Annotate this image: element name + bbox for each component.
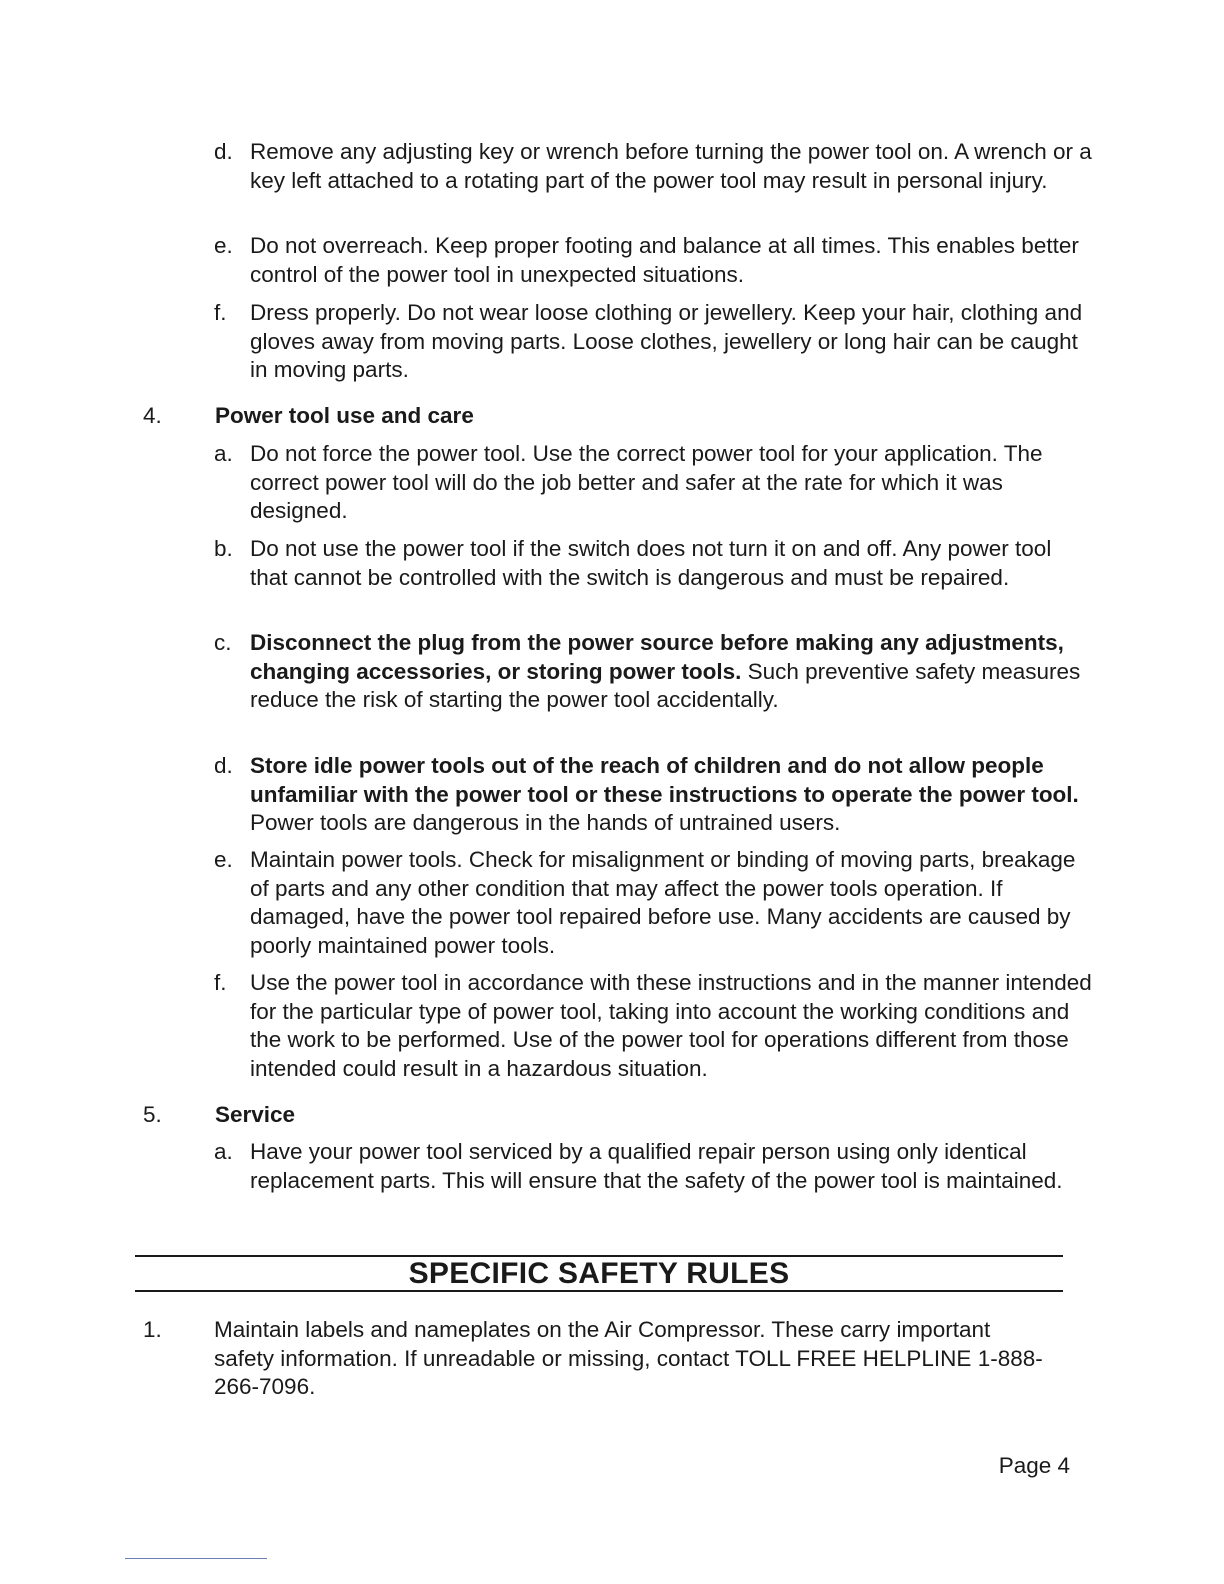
divider <box>135 1290 1063 1292</box>
section-banner: SPECIFIC SAFETY RULES <box>408 1257 790 1290</box>
list-item <box>214 232 1094 289</box>
rule-text: Maintain labels and nameplates on the Air Compressor. These carry important safety information. If unreadable or missing, contact TOLL FREE HELPLINE 1-888-266-7096. <box>214 1317 1043 1399</box>
item-label: c. <box>214 630 232 655</box>
item-text: Do not use the power tool if the switch does not turn it on and off. Any power tool that cannot be controlled with the switch is dangerous and must be repaired. <box>250 536 1052 590</box>
footer-divider <box>125 1558 267 1559</box>
list-item <box>214 629 1094 715</box>
item-label: a. <box>214 1139 233 1164</box>
section-number: 4. <box>143 403 162 428</box>
item-text <box>250 629 1094 715</box>
item-bold-text: Disconnect the plug from the power source before making any adjustments, changing accessories, or storing power tools. <box>250 630 1064 684</box>
item-label: e. <box>214 233 233 258</box>
item-label: e. <box>214 847 233 872</box>
list-item <box>214 969 1094 1083</box>
item-text <box>250 752 1094 838</box>
item-text: Remove any adjusting key or wrench before turning the power tool on. A wrench or a key left attached to a rotating part of the power tool may result in personal injury. <box>250 139 1092 193</box>
list-item <box>214 440 1094 526</box>
item-text: Do not force the power tool. Use the correct power tool for your application. The correct power tool will do the job better and safer at the rate for which it was designed. <box>250 441 1043 523</box>
item-label: f. <box>214 970 227 995</box>
item-plain-text: Power tools are dangerous in the hands of untrained users. <box>250 810 841 835</box>
list-item <box>214 752 1094 838</box>
list-item <box>214 1138 1094 1195</box>
item-text: Dress properly. Do not wear loose clothing or jewellery. Keep your hair, clothing and gloves away from moving parts. Loose clothes, jewellery or long hair can be caught in moving parts. <box>250 300 1083 382</box>
section-title: Power tool use and care <box>215 403 474 428</box>
rule-number: 1. <box>143 1317 162 1342</box>
list-item <box>214 299 1094 385</box>
item-plain-text: Such preventive safety measures reduce the risk of starting the power tool accidentally. <box>250 658 1081 712</box>
item-bold-text: Store idle power tools out of the reach of children and do not allow people unfamiliar with the power tool or these instructions to operate the power tool. <box>250 753 1079 807</box>
list-item <box>214 535 1094 592</box>
item-text: Maintain power tools. Check for misalignment or binding of moving parts, breakage of parts and any other condition that may affect the power tools operation. If damaged, have the power tool repaired before use. Many accidents are caused by poorly maintained power tools. <box>250 847 1076 958</box>
item-label: d. <box>214 139 233 164</box>
item-text: Have your power tool serviced by a qualified repair person using only identical replacement parts. This will ensure that the safety of the power tool is maintained. <box>250 1139 1063 1193</box>
item-label: b. <box>214 536 233 561</box>
item-text: Do not overreach. Keep proper footing and balance at all times. This enables better control of the power tool in unexpected situations. <box>250 233 1079 287</box>
item-label: f. <box>214 300 227 325</box>
page-number: Page 4 <box>998 1453 1070 1478</box>
item-label: a. <box>214 441 233 466</box>
list-item <box>214 138 1094 195</box>
list-item <box>214 846 1094 960</box>
item-text: Use the power tool in accordance with these instructions and in the manner intended for the particular type of power tool, taking into account the working conditions and the work to be performed. Use of the power tool for operations different from those intended could result in a hazardous situation. <box>250 970 1092 1081</box>
item-label: d. <box>214 753 233 778</box>
section-number: 5. <box>143 1102 162 1127</box>
section-title: Service <box>215 1102 296 1127</box>
